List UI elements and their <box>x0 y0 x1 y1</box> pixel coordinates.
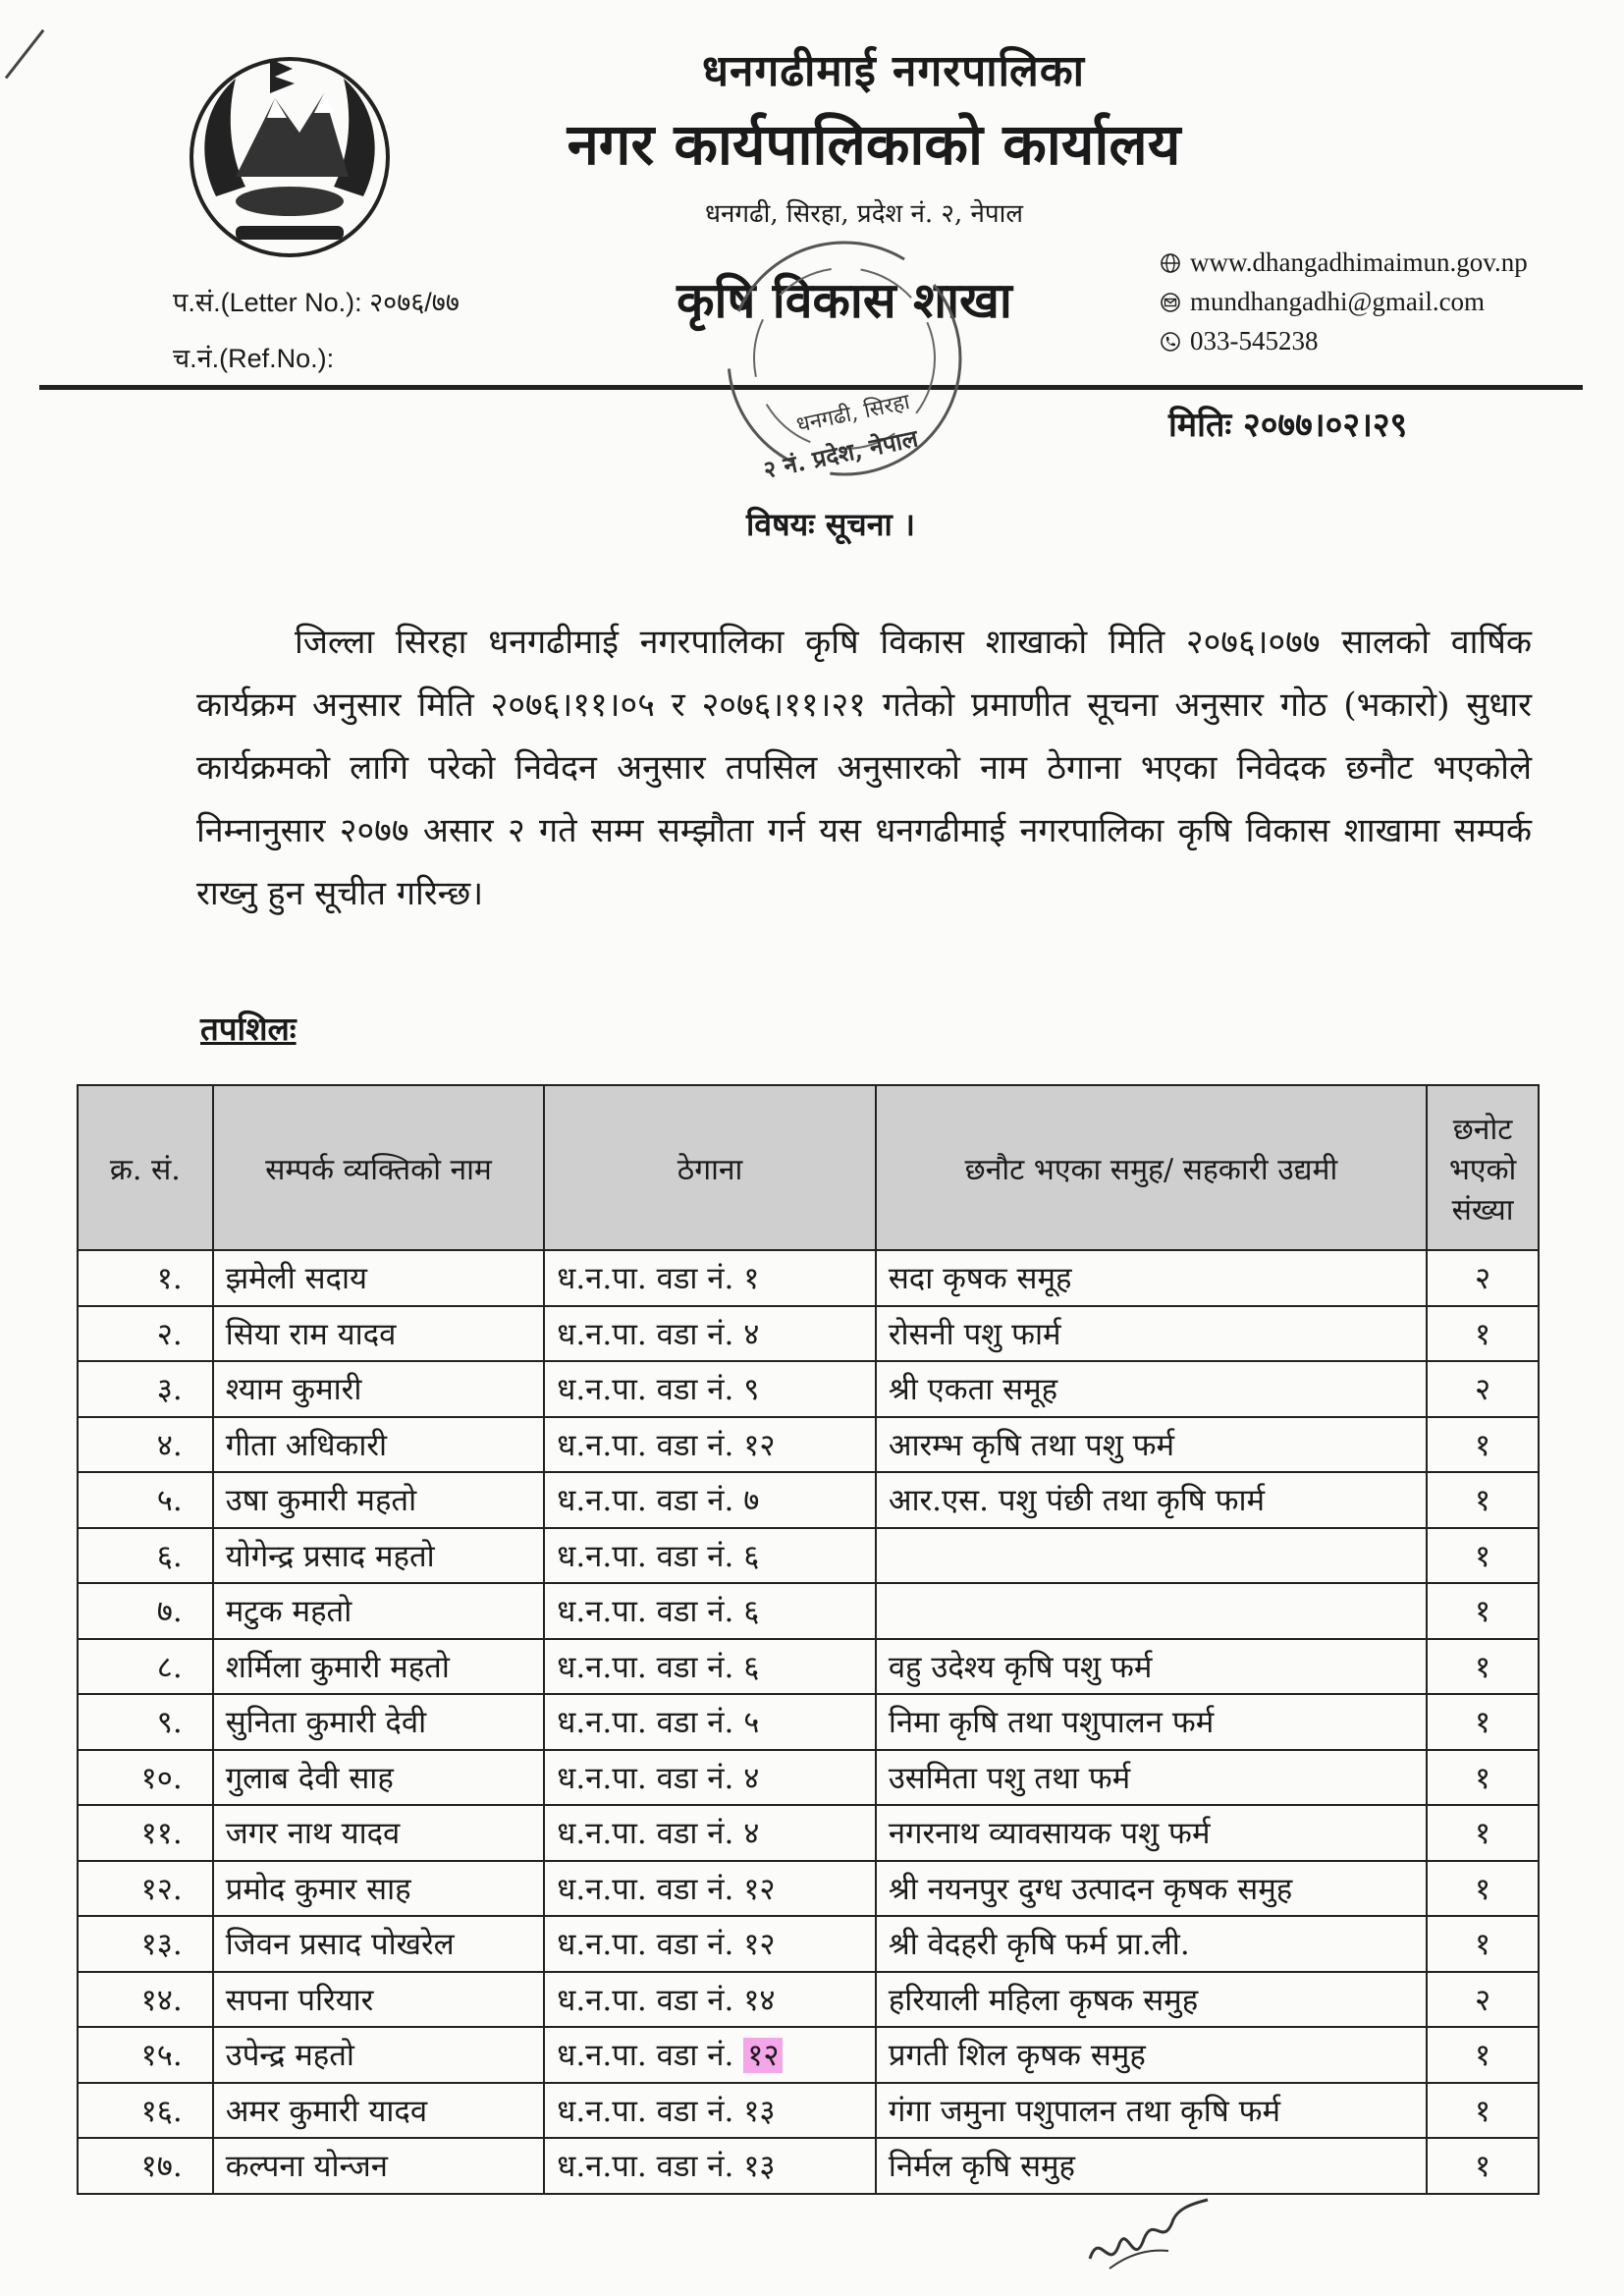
cell-group: श्री नयनपुर दुग्ध उत्पादन कृषक समुह <box>876 1861 1427 1917</box>
cell-serial: १५. <box>78 2027 213 2083</box>
cell-serial: ४. <box>78 1417 213 1473</box>
subject-line: विषयः सूचना । <box>746 506 916 543</box>
header-serial: क्र. सं. <box>78 1085 213 1250</box>
table-row <box>78 1916 1539 1972</box>
cell-name: जगर नाथ यादव <box>213 1805 545 1861</box>
cell-address: ध.न.पा. वडा नं. १४ <box>544 1972 876 2028</box>
cell-group: हरियाली महिला कृषक समुह <box>876 1972 1427 2028</box>
nepal-emblem-icon <box>177 39 403 265</box>
cell-address: ध.न.पा. वडा नं. ९ <box>544 1361 876 1417</box>
cell-name: शर्मिला कुमारी महतो <box>213 1639 545 1695</box>
cell-group: श्री वेदहरी कृषि फर्म प्रा.ली. <box>876 1916 1427 1972</box>
letter-number: प.सं.(Letter No.): २०७६/७७ <box>173 288 460 317</box>
office-stamp <box>707 226 982 491</box>
table-row <box>78 1306 1539 1362</box>
cell-name: श्याम कुमारी <box>213 1361 545 1417</box>
cell-serial: २. <box>78 1306 213 1362</box>
cell-address: ध.न.पा. वडा नं. १२ <box>544 1417 876 1473</box>
cell-group: आरम्भ कृषि तथा पशु फर्म <box>876 1417 1427 1473</box>
cell-address: ध.न.पा. वडा नं. ४ <box>544 1306 876 1362</box>
cell-address: ध.न.पा. वडा नं. १२ <box>544 1861 876 1917</box>
cell-count: १ <box>1427 1472 1539 1528</box>
cell-address: ध.न.पा. वडा नं. १ <box>544 1250 876 1306</box>
cell-serial: १७. <box>78 2138 213 2194</box>
cell-serial: ५. <box>78 1472 213 1528</box>
table-row <box>78 1250 1539 1306</box>
table-row <box>78 1417 1539 1473</box>
cell-count: १ <box>1427 1750 1539 1806</box>
cell-count: १ <box>1427 1694 1539 1750</box>
table-row <box>78 1639 1539 1695</box>
cell-name: सपना परियार <box>213 1972 545 2028</box>
cell-serial: ७. <box>78 1583 213 1639</box>
pen-mark <box>5 29 45 80</box>
cell-group: आर.एस. पशु पंछी तथा कृषि फार्म <box>876 1472 1427 1528</box>
cell-count: २ <box>1427 1361 1539 1417</box>
reference-number: च.नं.(Ref.No.): <box>173 344 335 373</box>
cell-count: १ <box>1427 1639 1539 1695</box>
phone-number: 033-545238 <box>1190 326 1319 355</box>
cell-address: ध.न.पा. वडा नं. ४ <box>544 1750 876 1806</box>
header-count: छनोट भएको संख्या <box>1427 1085 1539 1250</box>
cell-address <box>544 2027 876 2083</box>
cell-serial: ९. <box>78 1694 213 1750</box>
header-group: छनौट भएका समुह/ सहकारी उद्यमी <box>876 1085 1427 1250</box>
cell-count: १ <box>1427 2027 1539 2083</box>
cell-group: उसमिता पशु तथा फर्म <box>876 1750 1427 1806</box>
cell-count: २ <box>1427 1250 1539 1306</box>
cell-serial: १३. <box>78 1916 213 1972</box>
cell-group: गंगा जमुना पशुपालन तथा कृषि फर्म <box>876 2083 1427 2139</box>
cell-serial: ३. <box>78 1361 213 1417</box>
email-line <box>1159 287 1485 317</box>
cell-count: १ <box>1427 2083 1539 2139</box>
cell-group: रोसनी पशु फार्म <box>876 1306 1427 1362</box>
cell-count: १ <box>1427 1528 1539 1584</box>
cell-serial: १४. <box>78 1972 213 2028</box>
cell-address: ध.न.पा. वडा नं. ६ <box>544 1528 876 1584</box>
table-row <box>78 1583 1539 1639</box>
cell-group: निर्मल कृषि समुह <box>876 2138 1427 2194</box>
website-line <box>1159 247 1528 278</box>
cell-serial: १०. <box>78 1750 213 1806</box>
table-row <box>78 1972 1539 2028</box>
cell-group: वहु उदेश्य कृषि पशु फर्म <box>876 1639 1427 1695</box>
website-link[interactable]: www.dhangadhimaimun.gov.np <box>1190 247 1528 277</box>
cell-address: ध.न.पा. वडा नं. १३ <box>544 2138 876 2194</box>
cell-group <box>876 1528 1427 1584</box>
header-address: ठेगाना <box>544 1085 876 1250</box>
cell-count: २ <box>1427 1972 1539 2028</box>
notice-body: जिल्ला सिरहा धनगढीमाई नगरपालिका कृषि विकास शाखाको मिति २०७६।०७७ सालको वार्षिक कार्यक्रम अनुसार मिति २०७६।११।०५ र २०७६।११।२१ गतेको प्रमाणीत सूचना अनुसार गोठ (भकारो) सुधार कार्यक्रमको लागि परेको निवेदन अनुसार तपसिल अनुसारको नाम ठेगाना भएका निवेदक छनौट भएकोले निम्नानुसार २०७७ असार २ गते सम्म सम्झौता गर्न यस धनगढीमाई नगरपालिका कृषि विकास शाखामा सम्पर्क राख्नु हुन सूचीत गरिन्छ। <box>196 623 1532 913</box>
table-row <box>78 1750 1539 1806</box>
table-row <box>78 1694 1539 1750</box>
municipality-name: धनगढीमाई नगरपालिका <box>701 46 1086 96</box>
letter-date: मितिः २०७७।०२।२९ <box>1168 406 1408 445</box>
cell-serial: ८. <box>78 1639 213 1695</box>
cell-address: ध.न.पा. वडा नं. ६ <box>544 1583 876 1639</box>
stamp-text-2: २ नं. प्रदेश, नेपाल <box>761 423 921 484</box>
cell-name: कल्पना योन्जन <box>213 2138 545 2194</box>
cell-name: प्रमोद कुमार साह <box>213 1861 545 1917</box>
table-row <box>78 2027 1539 2083</box>
phone-icon <box>1159 330 1182 354</box>
branch-name: कृषि विकास शाखा <box>677 271 1012 329</box>
cell-serial: ११. <box>78 1805 213 1861</box>
table-row <box>78 1861 1539 1917</box>
cell-name: उषा कुमारी महतो <box>213 1472 545 1528</box>
cell-address: ध.न.पा. वडा नं. १२ <box>544 1916 876 1972</box>
phone-line <box>1159 326 1319 356</box>
cell-count: १ <box>1427 1583 1539 1639</box>
cell-count: १ <box>1427 1861 1539 1917</box>
cell-serial: ६. <box>78 1528 213 1584</box>
cell-group: निमा कृषि तथा पशुपालन फर्म <box>876 1694 1427 1750</box>
cell-name: सुनिता कुमारी देवी <box>213 1694 545 1750</box>
cell-group: नगरनाथ व्यावसायक पशु फर्म <box>876 1805 1427 1861</box>
cell-name: मटुक महतो <box>213 1583 545 1639</box>
cell-count: १ <box>1427 1805 1539 1861</box>
stamp-text-1: धनगढी, सिरहा <box>794 390 912 438</box>
cell-serial: १६. <box>78 2083 213 2139</box>
cell-count: १ <box>1427 1306 1539 1362</box>
cell-name: सिया राम यादव <box>213 1306 545 1362</box>
cell-group <box>876 1583 1427 1639</box>
highlighted-ward: १२ <box>743 2038 783 2073</box>
office-name: नगर कार्यपालिकाको कार्यालय <box>567 111 1181 178</box>
table-row <box>78 1361 1539 1417</box>
cell-count: १ <box>1427 1417 1539 1473</box>
cell-serial: १२. <box>78 1861 213 1917</box>
cell-name: झमेली सदाय <box>213 1250 545 1306</box>
table-row <box>78 1528 1539 1584</box>
selected-applicants-table <box>77 1084 1540 2195</box>
cell-address: ध.न.पा. वडा नं. १३ <box>544 2083 876 2139</box>
table-row <box>78 2083 1539 2139</box>
cell-name: योगेन्द्र प्रसाद महतो <box>213 1528 545 1584</box>
email-link[interactable]: mundhangadhi@gmail.com <box>1190 287 1486 316</box>
cell-name: अमर कुमारी यादव <box>213 2083 545 2139</box>
table-row <box>78 1805 1539 1861</box>
cell-serial: १. <box>78 1250 213 1306</box>
cell-address: ध.न.पा. वडा नं. ५ <box>544 1694 876 1750</box>
cell-group: श्री एकता समूह <box>876 1361 1427 1417</box>
header-contact-name: सम्पर्क व्यक्तिको नाम <box>213 1085 545 1250</box>
address-prefix: ध.न.पा. वडा नं. <box>557 2038 734 2074</box>
cell-address: ध.न.पा. वडा नं. ४ <box>544 1805 876 1861</box>
cell-address: ध.न.पा. वडा नं. ६ <box>544 1639 876 1695</box>
cell-group: सदा कृषक समूह <box>876 1250 1427 1306</box>
cell-group: प्रगती शिल कृषक समुह <box>876 2027 1427 2083</box>
table-row <box>78 1472 1539 1528</box>
table-header-row <box>78 1085 1539 1250</box>
cell-address: ध.न.पा. वडा नं. ७ <box>544 1472 876 1528</box>
globe-icon <box>1159 251 1182 275</box>
table-row <box>78 2138 1539 2194</box>
envelope-icon <box>1159 291 1182 314</box>
cell-count: १ <box>1427 1916 1539 1972</box>
cell-name: गीता अधिकारी <box>213 1417 545 1473</box>
cell-name: गुलाब देवी साह <box>213 1750 545 1806</box>
signature <box>1080 2190 1218 2278</box>
cell-name: जिवन प्रसाद पोखरेल <box>213 1916 545 1972</box>
office-address: धनगढी, सिरहा, प्रदेश नं. २, नेपाल <box>704 199 1024 229</box>
details-label: तपशिलः <box>200 1010 297 1048</box>
cell-name: उपेन्द्र महतो <box>213 2027 545 2083</box>
cell-count: १ <box>1427 2138 1539 2194</box>
